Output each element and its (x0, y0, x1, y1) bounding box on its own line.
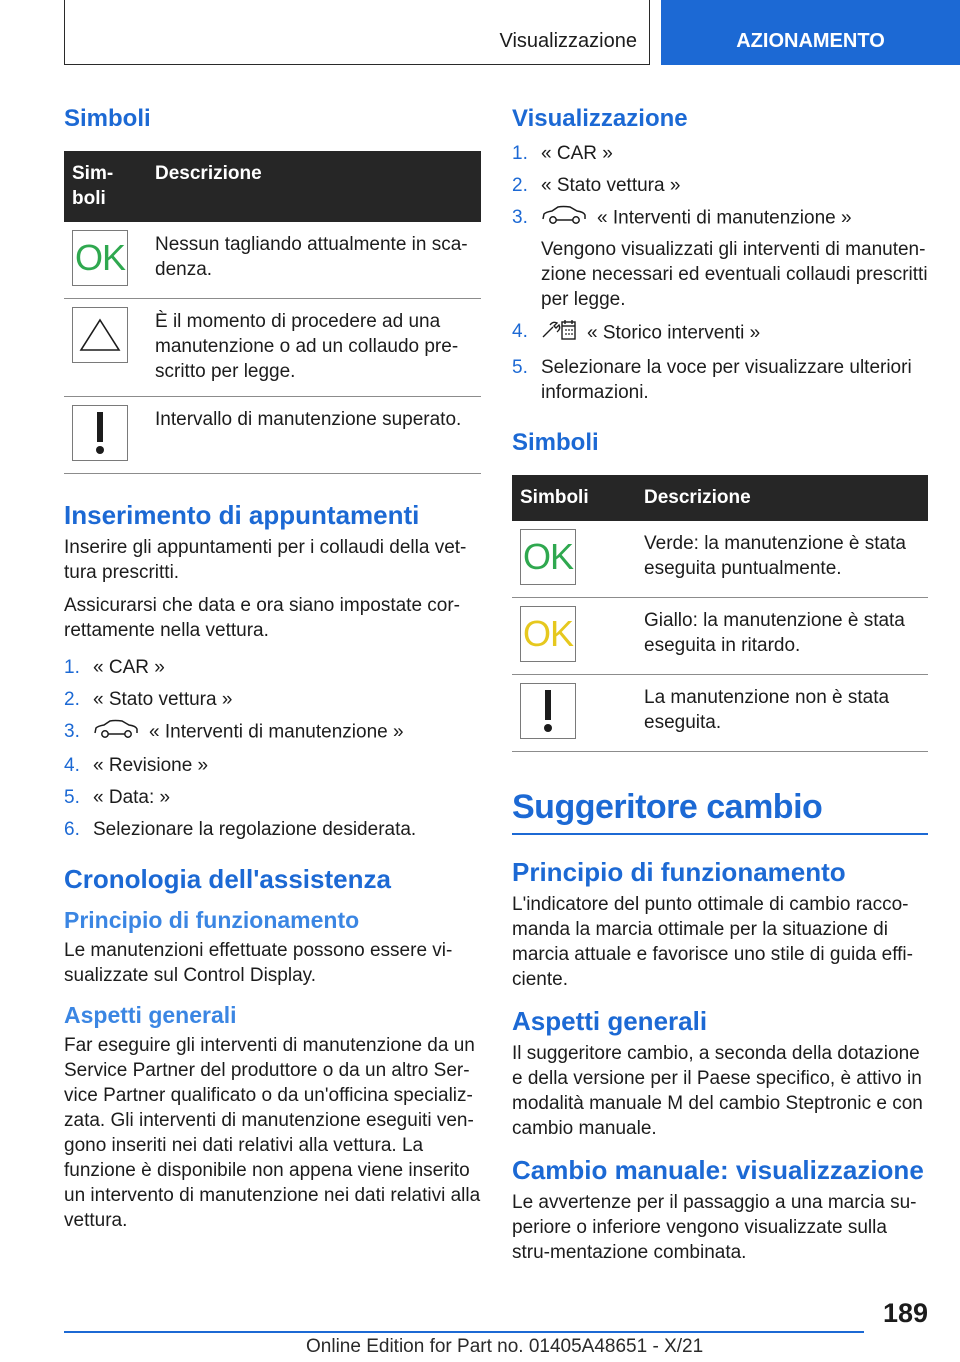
table-row (512, 675, 928, 752)
right-column (512, 100, 928, 1273)
list-item: 2. « Stato vettura » (512, 175, 681, 196)
symbols-table-2 (512, 475, 928, 752)
shift-principle-text: L'indicatore del punto ottimale di cambio racco‐manda la marcia ottimale per la situazione di marcia attuale e favorisce uno stile di guida effi‐ciente. (512, 894, 913, 990)
shift-heading: Suggeritore cambio (512, 788, 928, 835)
ok-icon: OK (72, 230, 128, 286)
list-item: 3. « Interventi di manutenzione » (64, 719, 481, 746)
table2-row2-desc: Giallo: la manutenzione è stata eseguita in ritardo. (636, 598, 928, 675)
table-row (512, 521, 928, 598)
list-item: 1. « CAR » (64, 657, 165, 678)
list-item: 5. « Data: » (64, 787, 171, 808)
table-row (64, 299, 481, 397)
display-step3-note: Vengono visualizzati gli interventi di manuten‐zione necessari ed eventuali collaudi prescritti per legge. (541, 239, 928, 310)
display-steps (512, 141, 928, 232)
table-row (64, 222, 481, 299)
shift-principle-heading: Principio di funzionamento (512, 857, 846, 887)
table-row (64, 397, 481, 474)
header-chapter-tab: AZIONAMENTO (661, 0, 960, 65)
page-number: 189 (882, 1298, 928, 1328)
appointments-steps (64, 655, 481, 842)
list-item: 4. « Revisione » (64, 755, 209, 776)
history-general-text: Far eseguire gli interventi di manutenzione da un Service Partner del produttore o da un altro Ser‐vice Partner qualificato o da un'officina specializ‐zata. Gli interventi di manutenzione eseguiti ven‐gono inseriti nei dati relativi alla vettura. La funzione è disponibile non appena viene inserito un intervento di manutenzione nei dati relativi alla vettura. (64, 1035, 481, 1231)
appointments-heading: Inserimento di appuntamenti (64, 500, 420, 530)
table1-row1-desc: Nessun tagliando attualmente in sca‐denza. (147, 222, 481, 299)
display-heading: Visualizzazione (512, 105, 688, 132)
list-item: 1. « CAR » (512, 143, 613, 164)
history-principle-heading: Principio di funzionamento (64, 907, 360, 933)
table1-col-description: Descrizione (147, 151, 481, 222)
table1-col-symbols: Sim‐ boli (64, 151, 147, 222)
table2-row3-desc: La manutenzione non è stata eseguita. (636, 675, 928, 752)
exclamation-icon (72, 405, 128, 461)
ok-green-icon: OK (520, 529, 576, 585)
history-general-heading: Aspetti generali (64, 1002, 237, 1028)
appointments-paragraph-2: Assicurarsi che data e ora siano impostate cor‐rettamente nella vettura. (64, 595, 461, 641)
history-heading: Cronologia dell'assistenza (64, 864, 391, 894)
shift-manual-text: Le avvertenze per il passaggio a una marcia su‐periore o inferiore vengono visualizzate sulla stru‐mentazione combinata. (512, 1192, 917, 1263)
table2-row1-desc: Verde: la manutenzione è stata eseguita puntualmente. (636, 521, 928, 598)
car-icon (541, 205, 587, 232)
history-principle-text: Le manutenzioni effettuate possono essere vi‐sualizzate sul Control Display. (64, 940, 453, 986)
table1-row3-desc: Intervallo di manutenzione superato. (147, 397, 481, 474)
footer-edition: Online Edition for Part no. 01405A48651 - X/21 (306, 1336, 704, 1357)
appointments-paragraph-1: Inserire gli appuntamenti per i collaudi della vet‐tura prescritti. (64, 537, 467, 583)
list-item: 6. Selezionare la regolazione desiderata. (64, 819, 417, 840)
table2-col-symbols: Simboli (512, 475, 636, 521)
header-section-title: Visualizzazione (499, 30, 637, 52)
ok-yellow-icon: OK (520, 606, 576, 662)
table2-col-description: Descrizione (636, 475, 928, 521)
footer-divider (64, 1331, 864, 1333)
list-item: 4. « Storico interventi » (512, 319, 928, 348)
list-item: 3. « Interventi di manutenzione » (512, 205, 928, 232)
list-item: 5. Selezionare la voce per visualizzare ulteriori informazioni. (512, 357, 912, 403)
display-steps-continued (512, 319, 928, 405)
left-column (64, 100, 481, 1241)
list-item: 2. « Stato vettura » (64, 689, 233, 710)
table1-row2-desc: È il momento di procedere ad una manutenzione o ad un collaudo pre‐scritto per legge. (147, 299, 481, 397)
header-section-box (64, 0, 650, 65)
table-row (512, 598, 928, 675)
car-icon (93, 719, 139, 746)
service-history-icon (541, 319, 577, 348)
symbols-table-1 (64, 151, 481, 474)
exclamation-icon (520, 683, 576, 739)
shift-manual-heading: Cambio manuale: visualizzazione (512, 1155, 924, 1185)
symbols-heading-right: Simboli (512, 429, 599, 456)
shift-general-text: Il suggeritore cambio, a seconda della dotazione e della versione per il Paese specifico, è attivo in modalità manuale M del cambio Steptronic e con cambio manuale. (512, 1043, 923, 1139)
warning-triangle-icon (72, 307, 128, 363)
symbols-heading-left: Simboli (64, 105, 151, 132)
shift-general-heading: Aspetti generali (512, 1006, 708, 1036)
